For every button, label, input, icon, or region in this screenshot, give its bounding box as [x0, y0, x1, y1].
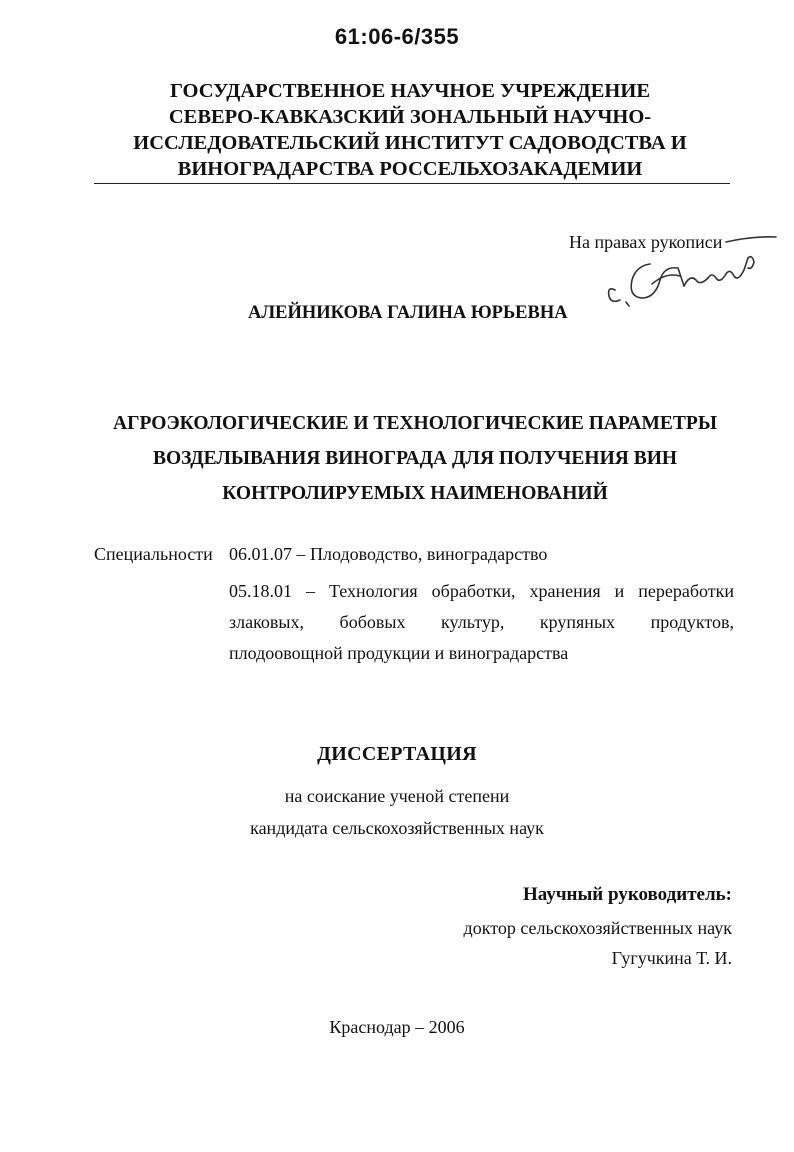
- header-divider: [94, 183, 730, 184]
- specialty-second-line: 05.18.01 – Технология обработки, хранения и переработки: [229, 581, 734, 601]
- specialty-first: 06.01.07 – Плодоводство, виноградарство: [229, 544, 548, 564]
- degree-line-1: на соискание ученой степени: [284, 786, 510, 806]
- advisor-name: Гугучкина Т. И.: [611, 948, 732, 968]
- specialty-second: [229, 576, 734, 669]
- handwritten-signature: [598, 232, 788, 312]
- organization-line: ИССЛЕДОВАТЕЛЬСКИЙ ИНСТИТУТ САДОВОДСТВА И: [133, 132, 687, 154]
- organization-line: СЕВЕРО-КАВКАЗСКИЙ ЗОНАЛЬНЫЙ НАУЧНО-: [168, 106, 652, 128]
- document-type: ДИССЕРТАЦИЯ: [317, 743, 477, 765]
- catalog-number: 61:06-6/355: [334, 24, 460, 49]
- specialty-second-line: плодоовощной продукции и виноградарства: [229, 643, 569, 663]
- manuscript-note: На правах рукописи: [569, 232, 723, 252]
- author-name: АЛЕЙНИКОВА ГАЛИНА ЮРЬЕВНА: [248, 303, 568, 323]
- advisor-degree: доктор сельскохозяйственных наук: [463, 918, 732, 938]
- thesis-title-line: КОНТРОЛИРУЕМЫХ НАИМЕНОВАНИЙ: [222, 483, 608, 504]
- organization-name: [60, 78, 760, 182]
- organization-line: ГОСУДАРСТВЕННОЕ НАУЧНОЕ УЧРЕЖДЕНИЕ: [170, 80, 650, 102]
- specialty-second-line: злаковых, бобовых культур, крупяных продуктов,: [229, 612, 734, 632]
- advisor-label: Научный руководитель:: [523, 884, 732, 905]
- organization-line: ВИНОГРАДАРСТВА РОССЕЛЬХОЗАКАДЕМИИ: [177, 158, 643, 180]
- degree-line-2: кандидата сельскохозяйственных наук: [250, 818, 544, 838]
- thesis-title: [40, 406, 790, 511]
- thesis-title-line: АГРОЭКОЛОГИЧЕСКИЕ И ТЕХНОЛОГИЧЕСКИЕ ПАРАМЕТРЫ: [113, 413, 717, 434]
- specialties-label: Специальности: [94, 544, 213, 564]
- thesis-title-line: ВОЗДЕЛЫВАНИЯ ВИНОГРАДА ДЛЯ ПОЛУЧЕНИЯ ВИН: [152, 448, 678, 469]
- place-and-year: Краснодар – 2006: [329, 1017, 465, 1037]
